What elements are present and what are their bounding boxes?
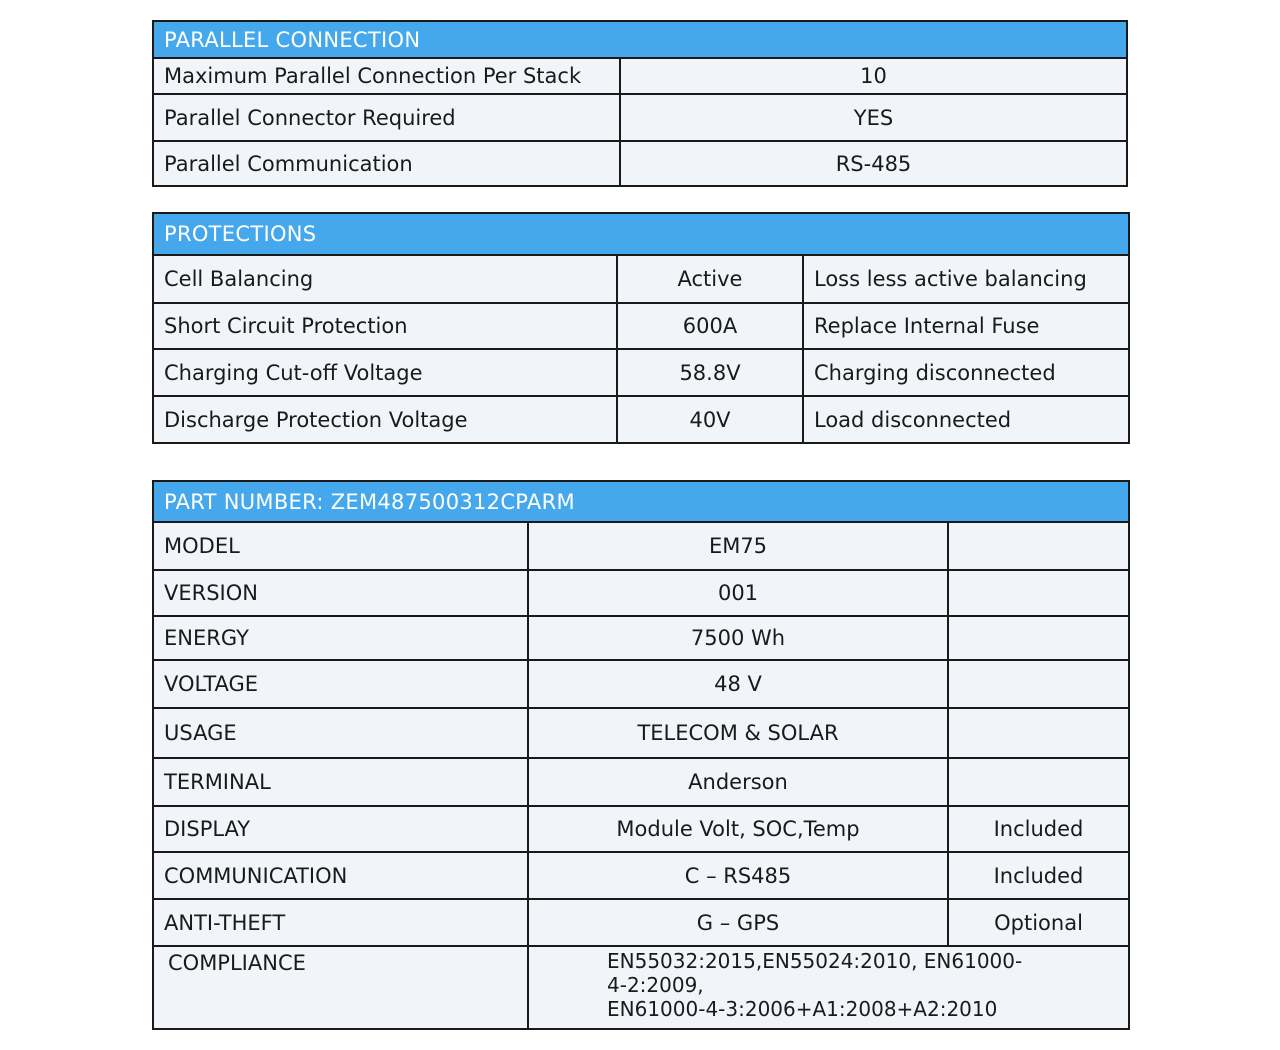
row-value: YES: [620, 94, 1127, 141]
row-extra: [948, 660, 1129, 708]
row-note: Replace Internal Fuse: [803, 303, 1129, 349]
table-row: [153, 899, 1129, 946]
row-value: Active: [617, 255, 803, 303]
protections-table: [152, 212, 1130, 444]
row-label: Short Circuit Protection: [153, 303, 617, 349]
table-row: [153, 58, 1127, 94]
row-value: 600A: [617, 303, 803, 349]
table-row: [153, 255, 1129, 303]
row-value: 58.8V: [617, 349, 803, 396]
row-note: Loss less active balancing: [803, 255, 1129, 303]
table-row: [153, 758, 1129, 806]
row-extra: Optional: [948, 899, 1129, 946]
part-number-title: PART NUMBER: ZEM487500312CPARM: [153, 481, 1129, 522]
row-label: Parallel Communication: [153, 141, 620, 186]
parallel-connection-title: PARALLEL CONNECTION: [153, 21, 1127, 58]
table-row: [153, 396, 1129, 443]
row-extra: [948, 758, 1129, 806]
row-label: USAGE: [153, 708, 528, 758]
row-label: COMMUNICATION: [153, 852, 528, 899]
part-number-table: [152, 480, 1130, 1030]
row-extra: [948, 570, 1129, 616]
compliance-line: 4-2:2009,: [607, 973, 704, 997]
row-value: G – GPS: [528, 899, 948, 946]
row-extra: Included: [948, 852, 1129, 899]
row-value: TELECOM & SOLAR: [528, 708, 948, 758]
table-row: [153, 94, 1127, 141]
row-value: Module Volt, SOC,Temp: [528, 806, 948, 852]
table-row: [153, 616, 1129, 660]
table-row: [153, 852, 1129, 899]
row-value: RS-485: [620, 141, 1127, 186]
compliance-label: COMPLIANCE: [153, 946, 528, 1029]
table-row: [153, 806, 1129, 852]
row-label: Discharge Protection Voltage: [153, 396, 617, 443]
row-label: TERMINAL: [153, 758, 528, 806]
row-label: MODEL: [153, 522, 528, 570]
row-value: 48 V: [528, 660, 948, 708]
compliance-line: EN55032:2015,EN55024:2010, EN61000-: [607, 949, 1023, 973]
table-row: [153, 946, 1129, 1029]
row-note: Charging disconnected: [803, 349, 1129, 396]
row-label: Charging Cut-off Voltage: [153, 349, 617, 396]
compliance-value: [528, 946, 1129, 1029]
row-label: VOLTAGE: [153, 660, 528, 708]
row-label: DISPLAY: [153, 806, 528, 852]
row-value: 10: [620, 58, 1127, 94]
row-extra: [948, 616, 1129, 660]
row-label: Maximum Parallel Connection Per Stack: [153, 58, 620, 94]
row-label: ANTI-THEFT: [153, 899, 528, 946]
row-value: 7500 Wh: [528, 616, 948, 660]
row-label: VERSION: [153, 570, 528, 616]
table-row: [153, 570, 1129, 616]
row-extra: [948, 708, 1129, 758]
table-row: [153, 141, 1127, 186]
row-note: Load disconnected: [803, 396, 1129, 443]
table-row: [153, 522, 1129, 570]
table-row: [153, 303, 1129, 349]
row-value: 40V: [617, 396, 803, 443]
row-value: 001: [528, 570, 948, 616]
compliance-line: EN61000-4-3:2006+A1:2008+A2:2010: [607, 997, 998, 1021]
row-extra: Included: [948, 806, 1129, 852]
table-row: [153, 660, 1129, 708]
table-row: [153, 708, 1129, 758]
row-extra: [948, 522, 1129, 570]
row-value: Anderson: [528, 758, 948, 806]
row-value: EM75: [528, 522, 948, 570]
row-label: ENERGY: [153, 616, 528, 660]
protections-title: PROTECTIONS: [153, 213, 1129, 255]
row-value: C – RS485: [528, 852, 948, 899]
table-row: [153, 349, 1129, 396]
row-label: Cell Balancing: [153, 255, 617, 303]
parallel-connection-table: [152, 20, 1128, 187]
row-label: Parallel Connector Required: [153, 94, 620, 141]
